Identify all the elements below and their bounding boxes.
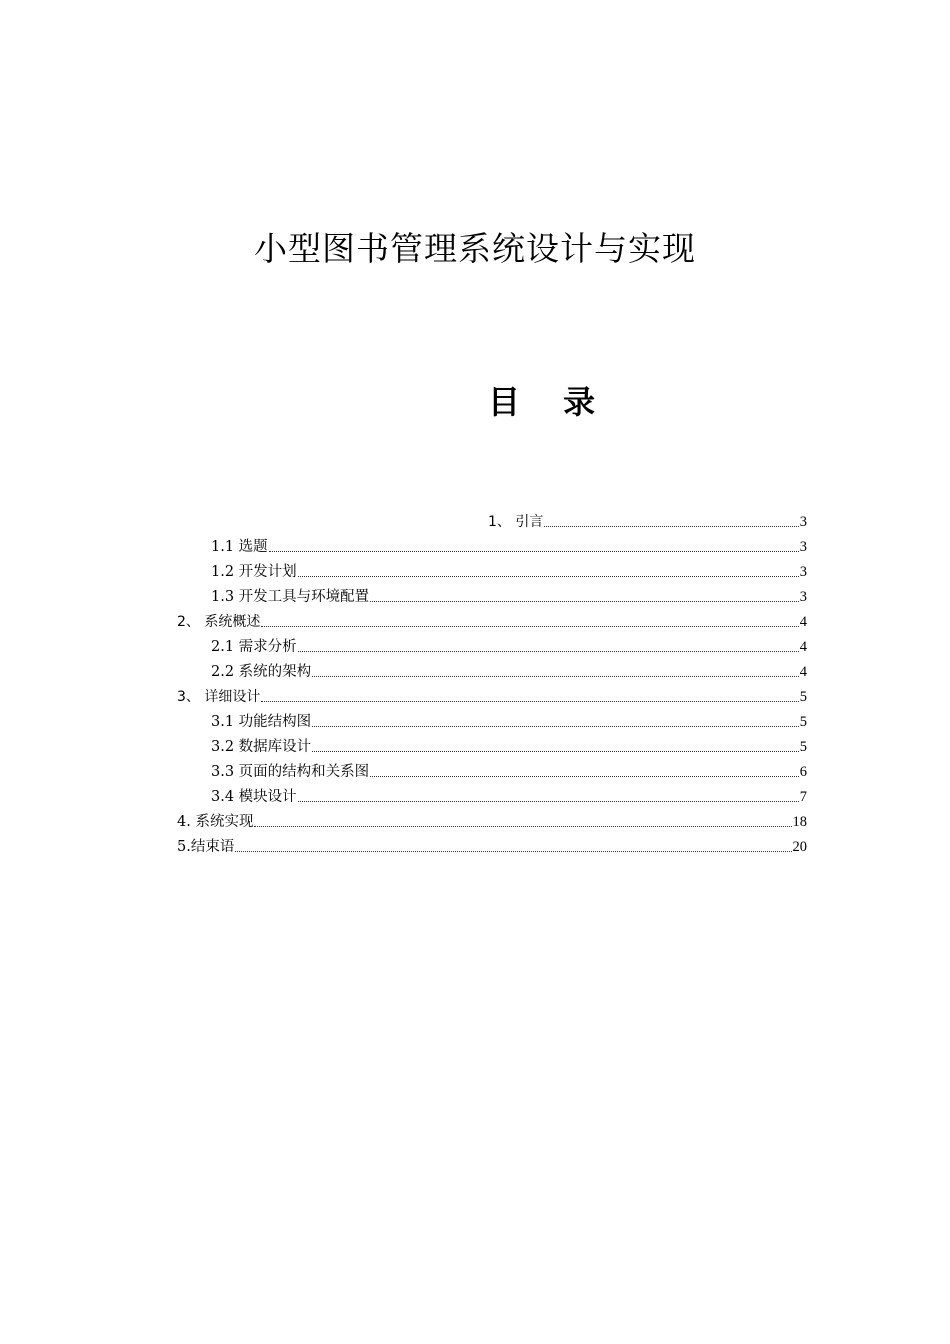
- toc-leader-dots: [261, 626, 798, 627]
- toc-entry-1-1[interactable]: [211, 531, 807, 556]
- toc-entry-3-4[interactable]: [211, 781, 807, 806]
- toc-entry-5[interactable]: [177, 831, 807, 856]
- toc-entry-label: 3、 详细设计: [177, 689, 261, 705]
- toc-entry-page: 3: [799, 589, 807, 605]
- toc-entry-label: 2、 系统概述: [177, 614, 261, 630]
- toc-entry-label: 4. 系统实现: [177, 814, 254, 830]
- toc-entry-label: 5.结束语: [177, 839, 235, 855]
- toc-entry-2[interactable]: [177, 606, 807, 631]
- toc-entry-page: 7: [799, 789, 807, 805]
- toc-leader-dots: [312, 726, 799, 727]
- toc-entry-page: 3: [799, 539, 807, 555]
- toc-entry-label: 3.1 功能结构图: [211, 714, 312, 730]
- toc-entry-page: 3: [799, 564, 807, 580]
- toc-entry-page: 4: [799, 664, 807, 680]
- toc-entry-page: 20: [792, 839, 807, 855]
- toc-leader-dots: [261, 701, 798, 702]
- toc-leader-dots: [370, 601, 799, 602]
- document-title: 小型图书管理系统设计与实现: [254, 229, 696, 268]
- toc-leader-dots: [235, 851, 791, 852]
- toc-entry-label: 2.1 需求分析: [211, 639, 297, 655]
- toc-entry-page: 18: [792, 814, 807, 830]
- toc-entry-1[interactable]: [488, 506, 807, 531]
- toc-entry-label: 3.4 模块设计: [211, 789, 297, 805]
- toc-entry-4[interactable]: [177, 806, 807, 831]
- toc-leader-dots: [312, 676, 799, 677]
- toc-entry-page: 5: [799, 689, 807, 705]
- toc-leader-dots: [298, 576, 799, 577]
- toc-entry-3-2[interactable]: [211, 731, 807, 756]
- toc-entry-2-1[interactable]: [211, 631, 807, 656]
- toc-entry-3-1[interactable]: [211, 706, 807, 731]
- toc-entry-label: 2.2 系统的架构: [211, 664, 312, 680]
- toc-entry-page: 6: [799, 764, 807, 780]
- toc-heading: 目 录: [488, 383, 612, 421]
- toc-entry-label: 1.2 开发计划: [211, 564, 297, 580]
- toc-entry-page: 4: [799, 614, 807, 630]
- toc-entry-label: 3.3 页面的结构和关系图: [211, 764, 370, 780]
- toc-entry-label: 1、 引言: [488, 514, 544, 530]
- toc-leader-dots: [370, 776, 799, 777]
- toc-entry-page: 5: [799, 714, 807, 730]
- toc-entry-3[interactable]: [177, 681, 807, 706]
- toc-entry-page: 3: [799, 514, 807, 530]
- toc-leader-dots: [298, 651, 799, 652]
- toc-entry-label: 1.1 选题: [211, 539, 268, 555]
- toc-entry-label: 3.2 数据库设计: [211, 739, 312, 755]
- toc-entry-2-2[interactable]: [211, 656, 807, 681]
- toc-entry-1-2[interactable]: [211, 556, 807, 581]
- toc-leader-dots: [544, 526, 798, 527]
- toc-entry-label: 1.3 开发工具与环境配置: [211, 589, 370, 605]
- toc-leader-dots: [298, 801, 799, 802]
- toc-entry-3-3[interactable]: [211, 756, 807, 781]
- toc-entry-1-3[interactable]: [211, 581, 807, 606]
- toc-entry-page: 4: [799, 639, 807, 655]
- toc-entry-page: 5: [799, 739, 807, 755]
- toc-leader-dots: [269, 551, 799, 552]
- toc-leader-dots: [254, 826, 791, 827]
- toc-leader-dots: [312, 751, 799, 752]
